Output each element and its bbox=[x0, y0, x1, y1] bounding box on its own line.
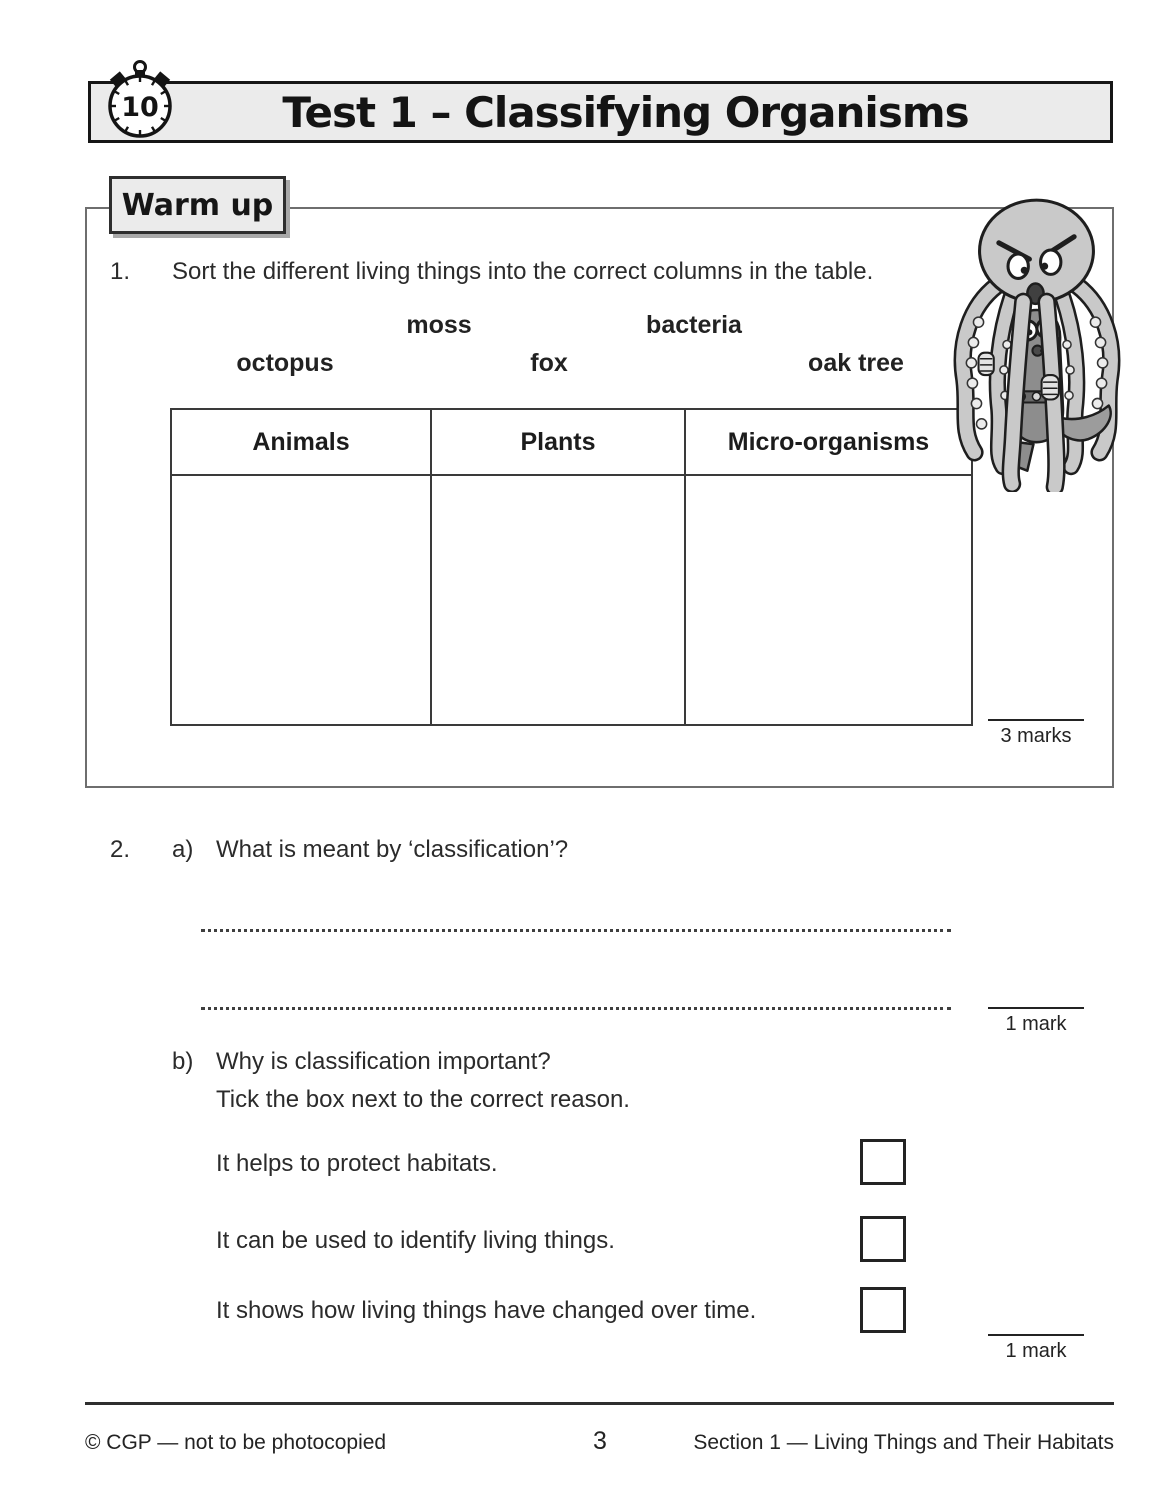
question-2-number: 2. bbox=[110, 836, 131, 863]
question-2a bbox=[110, 836, 568, 864]
footer-copyright: © CGP — not to be photocopied bbox=[85, 1431, 387, 1454]
test-title-banner bbox=[88, 81, 1113, 143]
word-option-moss: moss bbox=[406, 311, 472, 339]
footer-section-title: Section 1 — Living Things and Their Habitats bbox=[693, 1431, 1114, 1454]
option-protect-habitats: It helps to protect habitats. bbox=[216, 1150, 498, 1177]
option-changed-over-time: It shows how living things have changed over time. bbox=[216, 1297, 757, 1324]
question-2b-letter: b) bbox=[172, 1048, 194, 1075]
classification-table bbox=[170, 408, 973, 726]
stopwatch-timer-icon bbox=[94, 58, 186, 146]
word-option-oak-tree: oak tree bbox=[808, 349, 904, 377]
question-1 bbox=[110, 258, 873, 286]
warmup-label-text: Warm up bbox=[121, 187, 274, 223]
marks-indicator-q1: 3 marks bbox=[988, 719, 1084, 748]
page-title: Test 1 – Classifying Organisms bbox=[282, 87, 969, 137]
marks-indicator-q2b: 1 mark bbox=[988, 1334, 1084, 1363]
footer-divider bbox=[85, 1402, 1114, 1405]
question-2b-instruction: Tick the box next to the correct reason. bbox=[216, 1086, 630, 1113]
answer-checkbox-2[interactable] bbox=[860, 1216, 906, 1262]
question-1-number: 1. bbox=[110, 258, 131, 285]
answer-cell-plants[interactable] bbox=[431, 475, 685, 725]
option-identify-living-things: It can be used to identify living things. bbox=[216, 1227, 615, 1254]
word-option-octopus: octopus bbox=[236, 349, 334, 377]
word-option-fox: fox bbox=[530, 349, 568, 377]
marks-indicator-q2a: 1 mark bbox=[988, 1007, 1084, 1036]
answer-checkbox-1[interactable] bbox=[860, 1139, 906, 1185]
column-header-animals: Animals bbox=[171, 409, 431, 475]
answer-cell-animals[interactable] bbox=[171, 475, 431, 725]
word-option-bacteria: bacteria bbox=[646, 311, 742, 339]
warmup-label bbox=[109, 176, 286, 234]
answer-line-2[interactable] bbox=[201, 1007, 951, 1010]
answer-checkbox-3[interactable] bbox=[860, 1287, 906, 1333]
question-1-prompt: Sort the different living things into the correct columns in the table. bbox=[172, 258, 874, 285]
page-number: 3 bbox=[593, 1427, 607, 1455]
column-header-plants: Plants bbox=[431, 409, 685, 475]
answer-cell-micro-organisms[interactable] bbox=[685, 475, 972, 725]
column-header-micro-organisms: Micro-organisms bbox=[685, 409, 972, 475]
question-2a-letter: a) bbox=[172, 836, 194, 863]
answer-line-1[interactable] bbox=[201, 929, 951, 932]
timer-minutes-label: 10 bbox=[121, 92, 159, 123]
octopus-diver-illustration bbox=[948, 192, 1126, 492]
question-2a-prompt: What is meant by ‘classification’? bbox=[216, 836, 569, 863]
question-2b-prompt: Why is classification important? bbox=[216, 1048, 551, 1075]
question-2b bbox=[172, 1048, 551, 1076]
